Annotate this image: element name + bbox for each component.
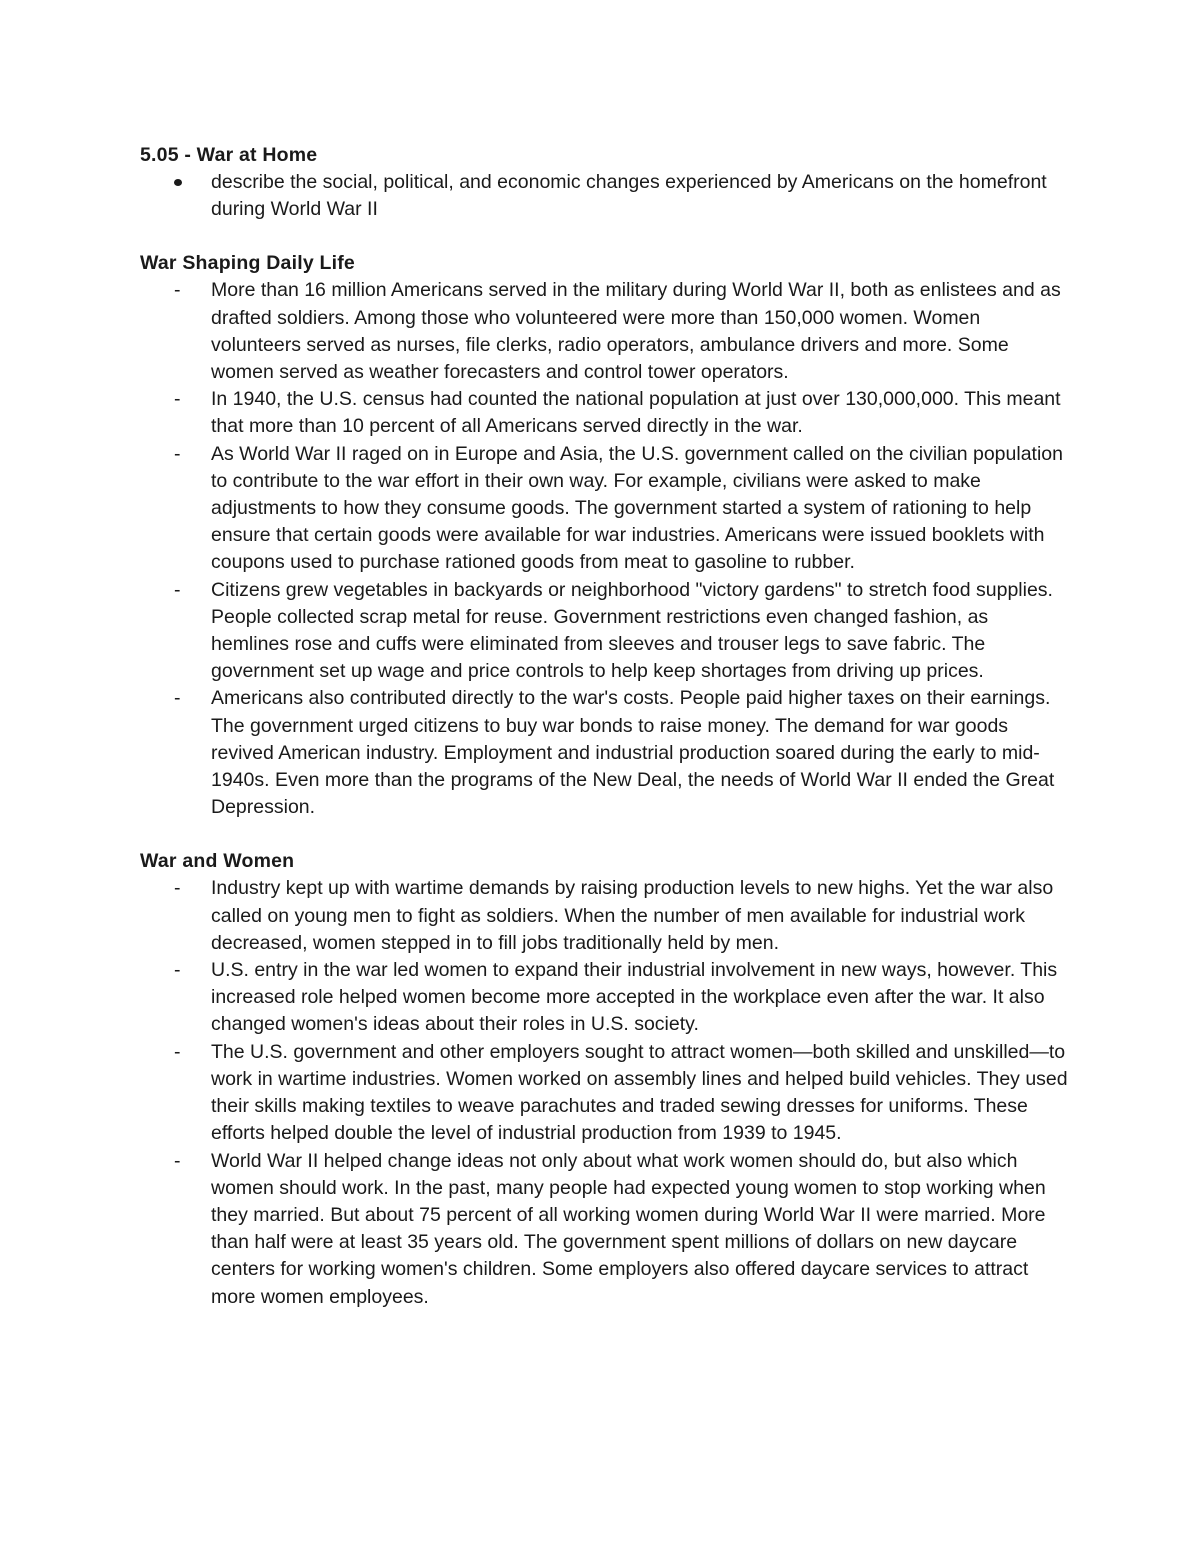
section-heading-daily-life: War Shaping Daily Life bbox=[140, 252, 355, 275]
objective-list bbox=[140, 169, 1070, 223]
dash-bullet-icon: - bbox=[174, 1040, 181, 1063]
list-item-text: More than 16 million Americans served in the military during World War II, both as enlistees and as drafted soldiers. Among those who volunteered were more than 150,000 women. Women volunteers served as nurses, file clerks, radio operators, ambulance drivers and more. Some women served as weather forecasters and control tower operators. bbox=[211, 279, 1061, 384]
list-item-text: World War II helped change ideas not only about what work women should do, but also which women should work. In the past, many people had expected young women to stop working when they married. But about 75 percent of all working women during World War II were married. More than half were at least 35 years old. The government spent millions of dollars on new daycare centers for working women's children. Some employers also offered daycare services to attract more women employees. bbox=[211, 1149, 1046, 1308]
list-item bbox=[140, 386, 1070, 440]
list-item bbox=[140, 957, 1070, 1039]
dash-bullet-icon: - bbox=[174, 1149, 181, 1172]
daily-life-list bbox=[140, 277, 1070, 821]
list-item-text: In 1940, the U.S. census had counted the national population at just over 130,000,000. This meant that more than 10 percent of all Americans served directly in the war. bbox=[211, 388, 1061, 438]
dash-bullet-icon: - bbox=[174, 959, 181, 982]
list-item bbox=[140, 1039, 1070, 1148]
dash-bullet-icon: - bbox=[174, 279, 181, 302]
list-item-text: The U.S. government and other employers sought to attract women—both skilled and unskilled—to work in wartime industries. Women worked on assembly lines and helped build vehicles. They used their skills making textiles to weave parachutes and traded sewing dresses for uniforms. These efforts helped double the level of industrial production from 1939 to 1945. bbox=[211, 1040, 1068, 1145]
section-heading-war-and-women: War and Women bbox=[140, 850, 295, 873]
list-item bbox=[140, 685, 1070, 821]
list-item bbox=[140, 577, 1070, 686]
list-item-text: Industry kept up with wartime demands by raising production levels to new highs. Yet the war also called on young men to fight as soldiers. When the number of men available for industrial work decreased, women stepped in to fill jobs traditionally held by men. bbox=[211, 877, 1054, 954]
list-item-text: Citizens grew vegetables in backyards or neighborhood "victory gardens" to stretch food supplies. People collected scrap metal for reuse. Government restrictions even changed fashion, as hemlines rose and cuffs were eliminated from sleeves and trouser legs to save fabric. The government set up wage and price controls to help keep shortages from driving up prices. bbox=[211, 578, 1053, 683]
war-and-women-list bbox=[140, 875, 1070, 1310]
list-item bbox=[140, 277, 1070, 386]
list-item-text: Americans also contributed directly to the war's costs. People paid higher taxes on their earnings. The government urged citizens to buy war bonds to raise money. The demand for war goods revived American industry. Employment and industrial production soared during the early to mid-1940s. Even more than the programs of the New Deal, the needs of World War II ended the Great Depression. bbox=[211, 687, 1055, 819]
dash-bullet-icon: - bbox=[174, 877, 181, 900]
objective-text: describe the social, political, and economic changes experienced by Americans on the homefront during World War II bbox=[211, 171, 1047, 221]
document-title: 5.05 - War at Home bbox=[140, 144, 318, 166]
list-item-text: U.S. entry in the war led women to expand their industrial involvement in new ways, however. This increased role helped women become more accepted in the workplace even after the war. It also changed women's ideas about their roles in U.S. society. bbox=[211, 959, 1058, 1036]
dash-bullet-icon: - bbox=[174, 578, 181, 601]
list-item bbox=[140, 441, 1070, 577]
dash-bullet-icon: - bbox=[174, 687, 181, 710]
list-item bbox=[140, 875, 1070, 957]
dash-bullet-icon: - bbox=[174, 442, 181, 465]
list-item bbox=[140, 1148, 1070, 1311]
list-item-text: As World War II raged on in Europe and Asia, the U.S. government called on the civilian population to contribute to the war effort in their own way. For example, civilians were asked to make adjustments to how they consume goods. The government started a system of rationing to help ensure that certain goods were available for war industries. Americans were issued booklets with coupons used to purchase rationed goods from meat to gasoline to rubber. bbox=[211, 442, 1063, 574]
objective-item bbox=[140, 169, 1070, 223]
document-page bbox=[140, 142, 1070, 1311]
dash-bullet-icon: - bbox=[174, 388, 181, 411]
